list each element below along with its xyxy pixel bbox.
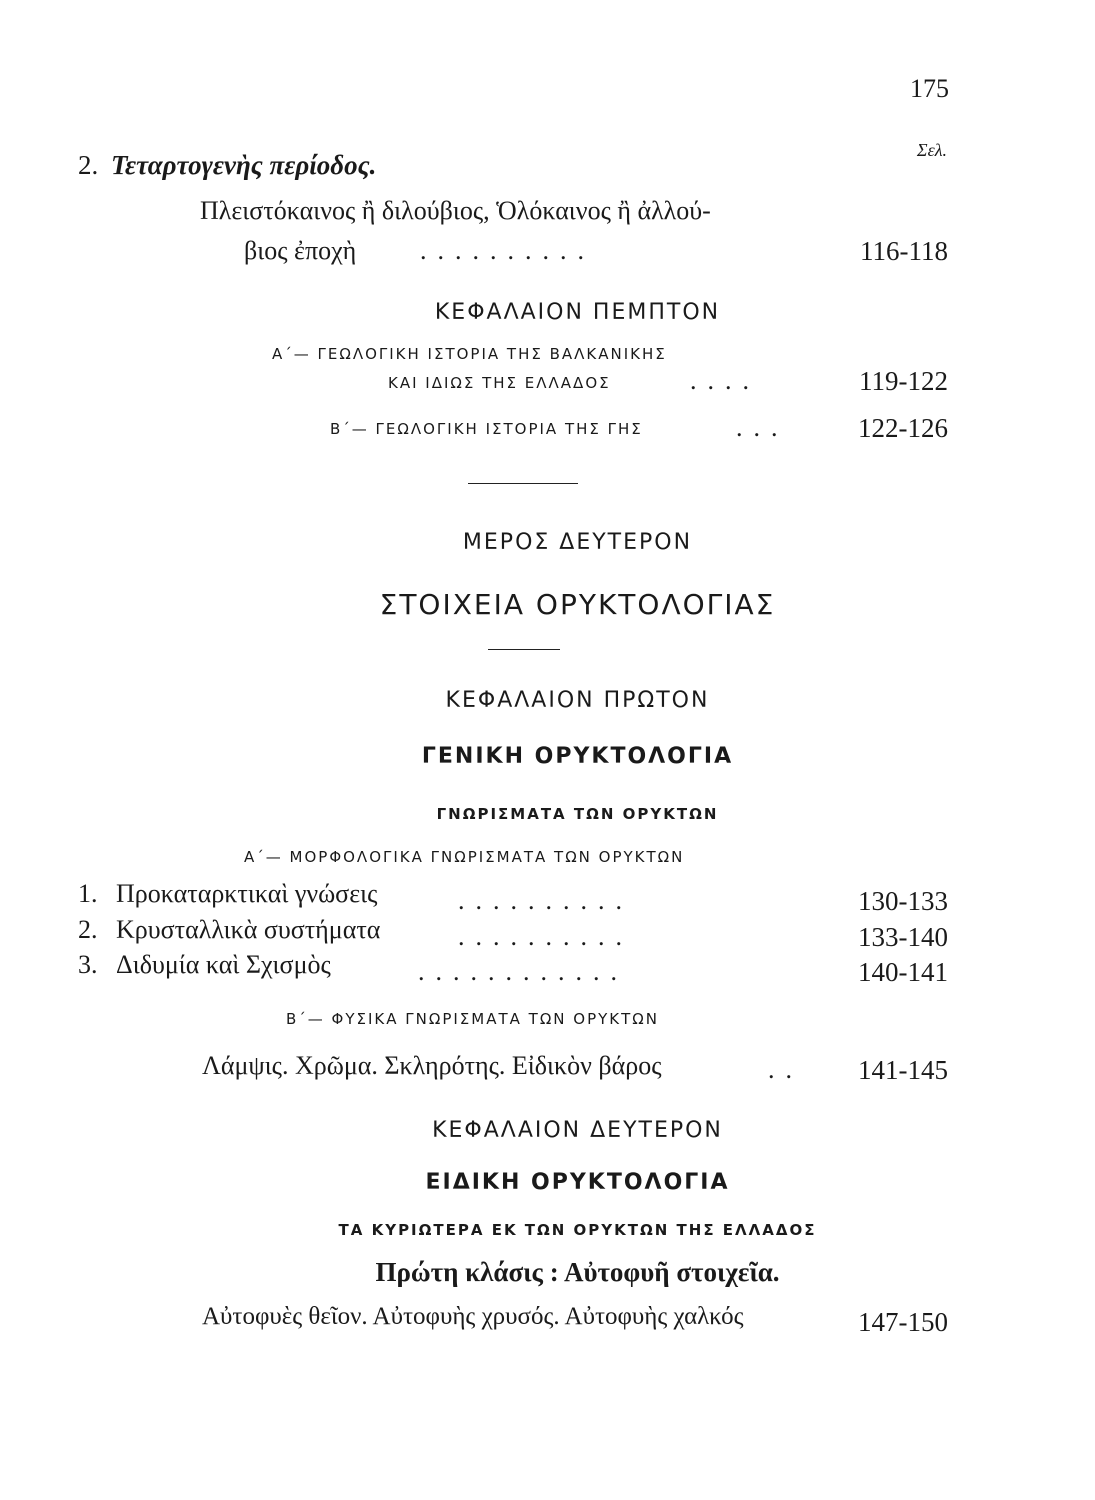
subsection-a: Α΄— ΜΟΡΦΟΛΟΓΙΚΑ ΓΝΩΡΙΣΜΑΤΑ ΤΩΝ ΟΡΥΚΤΩΝ bbox=[244, 848, 685, 866]
chapter-subtitle: ΕΙΔΙΚΗ ΟΡΥΚΤΟΛΟΓΙΑ bbox=[425, 1170, 730, 1195]
heading-title: Τεταρτογενὴς περίοδος. bbox=[111, 150, 377, 180]
leader-dots: .... bbox=[690, 366, 760, 395]
toc-entry-line1: Πλειστόκαινος ἢ διλούβιος, Ὁλόκαινος ἢ ἀλλού- bbox=[200, 196, 711, 225]
divider bbox=[488, 649, 560, 650]
chapter-subtitle: ΓΕΝΙΚΗ ΟΡΥΚΤΟΛΟΓΙΑ bbox=[421, 744, 734, 769]
part-title: ΜΕΡΟΣ ΔΕΥΤΕΡΟΝ bbox=[462, 530, 693, 555]
page-range: 119-122 bbox=[859, 366, 948, 396]
item-number: 3. bbox=[78, 950, 98, 979]
toc-entry-line2: βιος ἐποχὴ bbox=[244, 236, 357, 265]
item-number: 1. bbox=[78, 879, 98, 908]
section-heading: ΤΑ ΚΥΡΙΩΤΕΡΑ ΕΚ ΤΩΝ ΟΡΥΚΤΩΝ ΤΗΣ ΕΛΛΑΔΟΣ bbox=[338, 1221, 817, 1239]
leader-dots: .......... bbox=[458, 886, 633, 915]
page-number: 175 bbox=[910, 74, 949, 103]
subsection-a-line1: Α΄— ΓΕΩΛΟΓΙΚΗ ΙΣΤΟΡΙΑ ΤΗΣ ΒΑΛΚΑΝΙΚΗΣ bbox=[272, 345, 667, 363]
class-heading: Πρώτη κλάσις : Αὐτοφυῆ στοιχεῖα. bbox=[375, 1257, 780, 1287]
chapter-title: ΚΕΦΑΛΑΙΟΝ ΠΕΜΠΤΟΝ bbox=[434, 300, 721, 325]
item-title: Κρυσταλλικὰ συστήματα bbox=[116, 915, 381, 944]
page-range: 140-141 bbox=[858, 957, 948, 987]
leader-dots: ............ bbox=[418, 957, 628, 986]
leader-dots: .......... bbox=[458, 922, 633, 951]
page-range: 116-118 bbox=[860, 236, 948, 266]
toc-entry: Αὐτοφυὲς θεῖον. Αὐτοφυὴς χρυσός. Αὐτοφυὴς χαλκός bbox=[202, 1303, 744, 1330]
page-range: 133-140 bbox=[858, 922, 948, 952]
part-subtitle: ΣΤΟΙΧΕΙΑ ΟΡΥΚΤΟΛΟΓΙΑΣ bbox=[379, 588, 776, 621]
leader-dots: .......... bbox=[420, 236, 595, 265]
item-number: 2. bbox=[78, 915, 98, 944]
leader-dots: ... bbox=[736, 413, 789, 442]
item-title: Διδυμία καὶ Σχισμὸς bbox=[116, 950, 331, 979]
page-range: 122-126 bbox=[858, 413, 948, 443]
page-column-label: Σελ. bbox=[916, 140, 947, 160]
subsection-a-line2: ΚΑΙ ΙΔΙΩΣ ΤΗΣ ΕΛΛΑΔΟΣ bbox=[388, 374, 611, 392]
item-title: Προκαταρκτικαὶ γνώσεις bbox=[116, 879, 378, 908]
section-heading: ΓΝΩΡΙΣΜΑΤΑ ΤΩΝ ΟΡΥΚΤΩΝ bbox=[436, 805, 719, 823]
chapter-title: ΚΕΦΑΛΑΙΟΝ ΔΕΥΤΕΡΟΝ bbox=[432, 1118, 723, 1143]
leader-dots: .. bbox=[768, 1055, 803, 1084]
toc-entry: Λάμψις. Χρῶμα. Σκληρότης. Εἰδικὸν βάρος bbox=[202, 1051, 662, 1080]
page-range: 130-133 bbox=[858, 886, 948, 916]
section-heading-quaternary bbox=[78, 150, 376, 181]
heading-number: 2. bbox=[78, 150, 99, 180]
subsection-b: Β΄— ΓΕΩΛΟΓΙΚΗ ΙΣΤΟΡΙΑ ΤΗΣ ΓΗΣ bbox=[330, 420, 643, 438]
page-range: 147-150 bbox=[858, 1307, 948, 1337]
subsection-b: Β΄— ΦΥΣΙΚΑ ΓΝΩΡΙΣΜΑΤΑ ΤΩΝ ΟΡΥΚΤΩΝ bbox=[286, 1010, 659, 1028]
divider bbox=[468, 483, 578, 484]
page-range: 141-145 bbox=[858, 1055, 948, 1085]
chapter-title: ΚΕΦΑΛΑΙΟΝ ΠΡΩΤΟΝ bbox=[445, 688, 710, 713]
